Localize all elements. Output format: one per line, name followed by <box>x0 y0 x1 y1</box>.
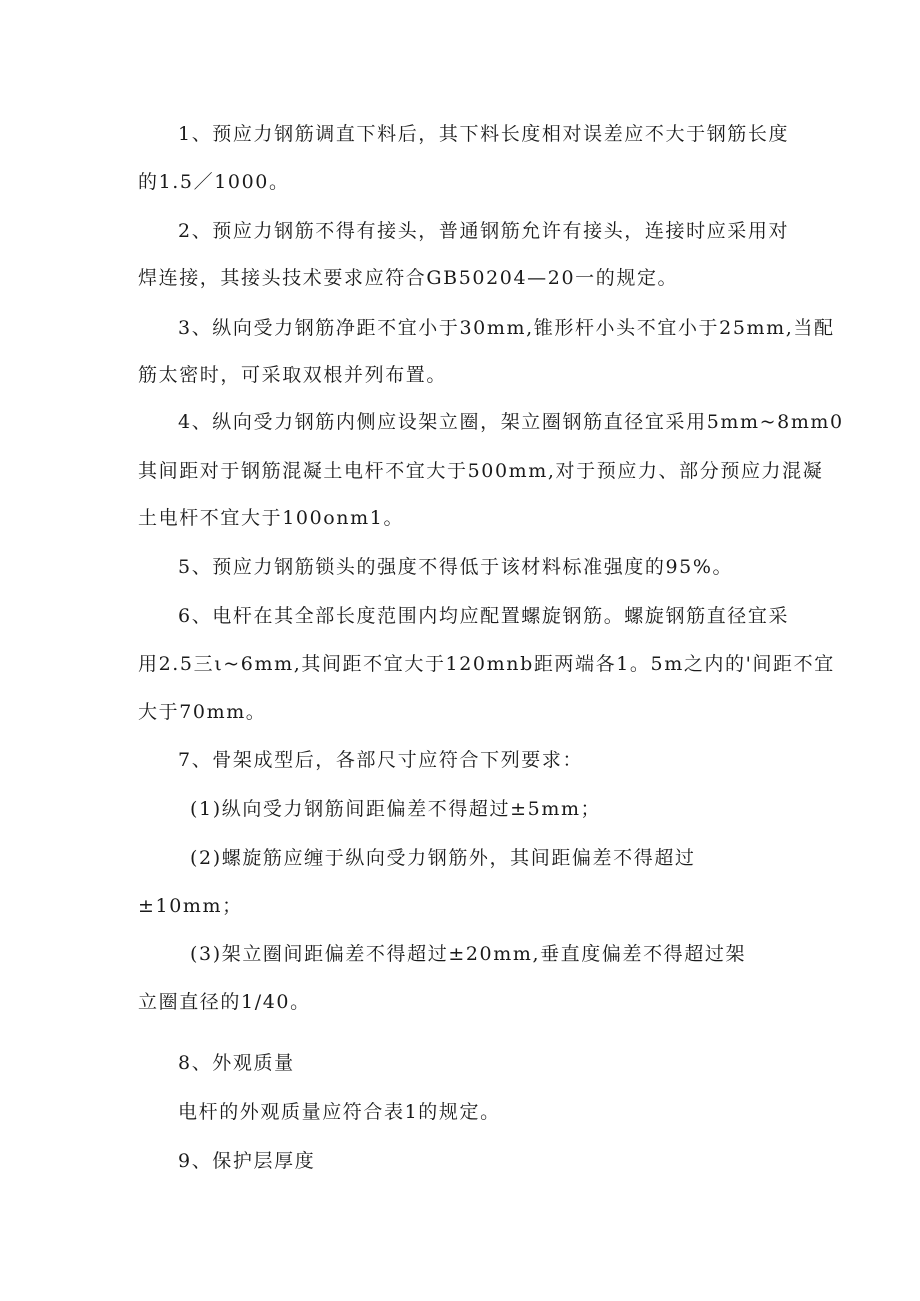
item-7-1-line-1: (1)纵向受力钢筋间距偏差不得超过±5mm； <box>190 798 602 820</box>
item-7-2-line-2: ±10mm； <box>138 895 243 917</box>
item-6-line-3: 大于70mm。 <box>138 701 267 723</box>
item-1-line-2: 的1.5／1000。 <box>138 171 290 193</box>
item-8-text: 电杆的外观质量应符合表1的规定。 <box>178 1101 501 1123</box>
item-6-line-1: 6、电杆在其全部长度范围内均应配置螺旋钢筋。螺旋钢筋直径宜采 <box>178 605 790 627</box>
item-7-3-line-2: 立圈直径的1/40。 <box>138 991 311 1013</box>
item-9-heading: 9、保护层厚度 <box>178 1150 316 1172</box>
item-7-3-line-1: (3)架立圈间距偏差不得超过±20mm,垂直度偏差不得超过架 <box>190 943 747 965</box>
item-6-line-2: 用2.5三ι~6mm,其间距不宜大于120mnb距两端各1。5m之内的'间距不宜 <box>138 653 835 675</box>
item-7-line-1: 7、骨架成型后，各部尺寸应符合下列要求： <box>178 749 584 771</box>
item-3-line-1: 3、纵向受力钢筋净距不宜小于30mm,锥形杆小头不宜小于25mm,当配 <box>178 317 835 339</box>
item-2-line-2: 焊连接，其接头技术要求应符合GB50204—20一的规定。 <box>138 267 679 289</box>
item-1-line-1: 1、预应力钢筋调直下料后，其下料长度相对误差应不大于钢筋长度 <box>178 123 790 145</box>
item-8-heading: 8、外观质量 <box>178 1052 295 1074</box>
item-5-line-1: 5、预应力钢筋锁头的强度不得低于该材料标准强度的95%。 <box>178 556 734 578</box>
item-4-line-3: 土电杆不宜大于100onm1。 <box>138 507 405 529</box>
item-4-line-1: 4、纵向受力钢筋内侧应设架立圈，架立圈钢筋直径宜采用5mm~8mm0 <box>178 411 844 433</box>
item-2-line-1: 2、预应力钢筋不得有接头，普通钢筋允许有接头，连接时应采用对 <box>178 220 790 242</box>
item-7-2-line-1: (2)螺旋筋应缠于纵向受力钢筋外，其间距偏差不得超过 <box>190 847 696 869</box>
item-4-line-2: 其间距对于钢筋混凝土电杆不宜大于500mm,对于预应力、部分预应力混凝 <box>138 460 824 482</box>
item-3-line-2: 筋太密时，可采取双根并列布置。 <box>138 364 448 386</box>
